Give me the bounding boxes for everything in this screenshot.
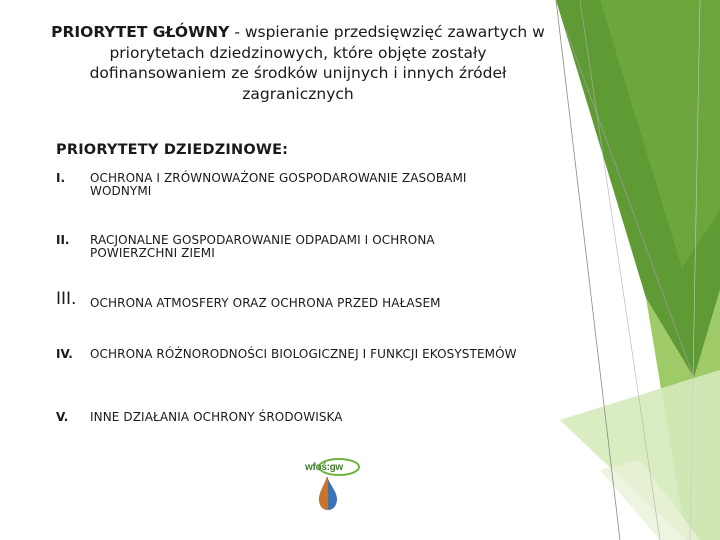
subheading: PRIORYTETY DZIEDZINOWE: (56, 142, 289, 158)
title-text: - wspieranie przedsięwzięć zawartych w priorytetach dziedzinowych, które objęte zostały dofinansowaniem ze środków unijnych i innych źródeł zagranicznych (89, 23, 545, 103)
item-text: OCHRONA RÓŻNORODNOŚCI BIOLOGICZNEJ I FUNKCJI EKOSYSTEMÓW (90, 347, 517, 361)
slide-title (40, 22, 556, 104)
item-text: RACJONALNE GOSPODAROWANIE ODPADAMI I OCHRONA POWIERZCHNI ZIEMI (90, 233, 435, 260)
drop-icon-half (319, 477, 328, 510)
item-number: I. (56, 171, 66, 185)
item-text: OCHRONA I ZRÓWNOWAŻONE GOSPODAROWANIE ZASOBAMI WODNYMI (90, 171, 467, 198)
item-number: III. (56, 289, 77, 309)
item-number: V. (56, 410, 69, 424)
item-number: II. (56, 233, 70, 247)
item-text: INNE DZIAŁANIA OCHRONY ŚRODOWISKA (90, 410, 343, 424)
item-text: OCHRONA ATMOSFERY ORAZ OCHRONA PRZED HAŁASEM (90, 296, 441, 310)
logo-text: wfoś:gw (305, 462, 343, 473)
title-bold: PRIORYTET GŁÓWNY (51, 23, 230, 41)
item-number: IV. (56, 347, 73, 361)
wfosgw-logo (303, 455, 365, 511)
